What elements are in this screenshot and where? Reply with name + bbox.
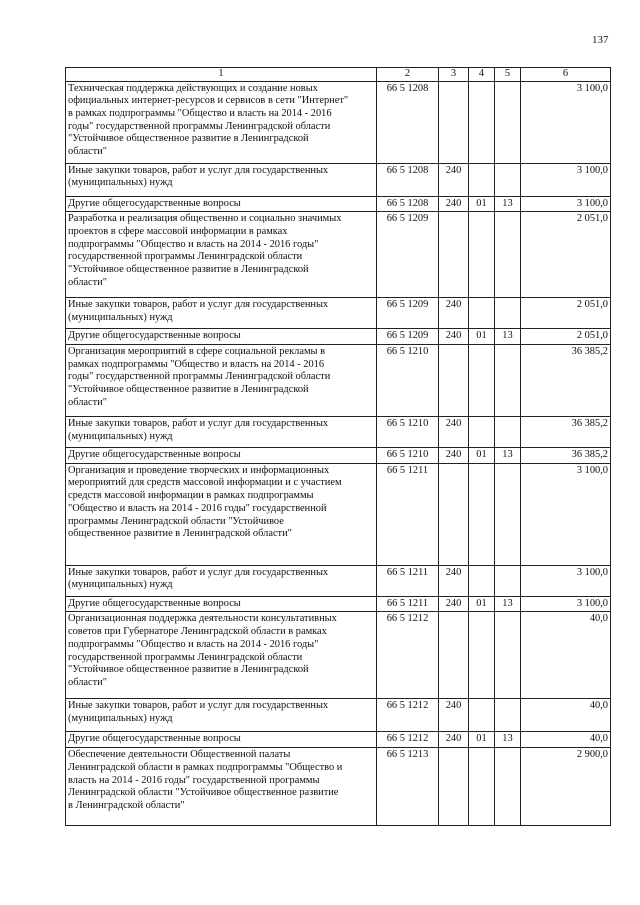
row-name: Организация и проведение творческих и информационных мероприятий для средств массовой информации и с участием средств массовой информации в рамках подпрограммы "Общество и власть на 2014 - 2016 годы" государственной программы Ленинградской области "Устойчивое общественное развитие в Ленинградской области" bbox=[66, 463, 377, 565]
row-sum: 3 100,0 bbox=[521, 565, 611, 596]
row-rz bbox=[469, 463, 495, 565]
row-sum: 3 100,0 bbox=[521, 81, 611, 163]
row-pr: 13 bbox=[495, 596, 521, 612]
header-cell-3: 3 bbox=[439, 68, 469, 82]
row-pr: 13 bbox=[495, 732, 521, 748]
row-code: 66 5 1210 bbox=[377, 417, 439, 448]
row-sum: 3 100,0 bbox=[521, 596, 611, 612]
row-vr bbox=[439, 463, 469, 565]
row-code: 66 5 1208 bbox=[377, 163, 439, 196]
row-pr bbox=[495, 81, 521, 163]
header-cell-2: 2 bbox=[377, 68, 439, 82]
row-name: Другие общегосударственные вопросы bbox=[66, 329, 377, 345]
row-pr: 13 bbox=[495, 196, 521, 212]
table-row bbox=[66, 329, 611, 345]
table-row bbox=[66, 565, 611, 596]
row-vr: 240 bbox=[439, 565, 469, 596]
row-code: 66 5 1212 bbox=[377, 699, 439, 732]
row-sum: 40,0 bbox=[521, 732, 611, 748]
row-rz bbox=[469, 163, 495, 196]
table-row bbox=[66, 345, 611, 417]
row-rz: 01 bbox=[469, 448, 495, 464]
row-sum: 40,0 bbox=[521, 699, 611, 732]
table-row bbox=[66, 298, 611, 329]
row-vr: 240 bbox=[439, 329, 469, 345]
row-sum: 36 385,2 bbox=[521, 448, 611, 464]
row-rz: 01 bbox=[469, 329, 495, 345]
row-pr: 13 bbox=[495, 329, 521, 345]
row-code: 66 5 1213 bbox=[377, 748, 439, 826]
row-sum: 3 100,0 bbox=[521, 463, 611, 565]
row-code: 66 5 1210 bbox=[377, 345, 439, 417]
row-pr bbox=[495, 298, 521, 329]
row-rz bbox=[469, 81, 495, 163]
row-rz: 01 bbox=[469, 196, 495, 212]
row-code: 66 5 1210 bbox=[377, 448, 439, 464]
row-vr: 240 bbox=[439, 196, 469, 212]
row-vr bbox=[439, 345, 469, 417]
row-vr bbox=[439, 212, 469, 298]
table-row bbox=[66, 81, 611, 163]
row-rz bbox=[469, 699, 495, 732]
row-name: Другие общегосударственные вопросы bbox=[66, 732, 377, 748]
row-sum: 2 900,0 bbox=[521, 748, 611, 826]
row-rz bbox=[469, 345, 495, 417]
row-code: 66 5 1211 bbox=[377, 463, 439, 565]
row-name: Другие общегосударственные вопросы bbox=[66, 196, 377, 212]
row-pr bbox=[495, 612, 521, 699]
row-code: 66 5 1208 bbox=[377, 196, 439, 212]
row-vr: 240 bbox=[439, 699, 469, 732]
table-row bbox=[66, 732, 611, 748]
row-pr bbox=[495, 163, 521, 196]
row-rz: 01 bbox=[469, 732, 495, 748]
table-body bbox=[66, 81, 611, 825]
table-row bbox=[66, 196, 611, 212]
row-rz bbox=[469, 417, 495, 448]
row-name: Иные закупки товаров, работ и услуг для государственных (муниципальных) нужд bbox=[66, 417, 377, 448]
row-vr: 240 bbox=[439, 732, 469, 748]
row-code: 66 5 1209 bbox=[377, 298, 439, 329]
row-code: 66 5 1211 bbox=[377, 596, 439, 612]
header-cell-6: 6 bbox=[521, 68, 611, 82]
row-vr bbox=[439, 748, 469, 826]
row-rz bbox=[469, 565, 495, 596]
table-row bbox=[66, 463, 611, 565]
row-pr bbox=[495, 463, 521, 565]
row-code: 66 5 1212 bbox=[377, 732, 439, 748]
table-row bbox=[66, 748, 611, 826]
row-pr bbox=[495, 212, 521, 298]
table-row bbox=[66, 448, 611, 464]
header-cell-5: 5 bbox=[495, 68, 521, 82]
row-code: 66 5 1209 bbox=[377, 212, 439, 298]
row-name: Организационная поддержка деятельности консультативных советов при Губернаторе Ленинградской области в рамках подпрограммы "Общество и власть на 2014 - 2016 годы" государственной программы Ленинградской области "Устойчивое общественное развитие в Ленинградской области" bbox=[66, 612, 377, 699]
row-rz bbox=[469, 612, 495, 699]
table-row bbox=[66, 596, 611, 612]
row-sum: 40,0 bbox=[521, 612, 611, 699]
row-sum: 3 100,0 bbox=[521, 163, 611, 196]
row-vr: 240 bbox=[439, 448, 469, 464]
row-name: Иные закупки товаров, работ и услуг для государственных (муниципальных) нужд bbox=[66, 298, 377, 329]
row-vr: 240 bbox=[439, 298, 469, 329]
row-rz bbox=[469, 298, 495, 329]
row-pr bbox=[495, 699, 521, 732]
row-name: Иные закупки товаров, работ и услуг для государственных (муниципальных) нужд bbox=[66, 699, 377, 732]
row-name: Иные закупки товаров, работ и услуг для государственных (муниципальных) нужд bbox=[66, 565, 377, 596]
row-rz bbox=[469, 748, 495, 826]
table-header bbox=[66, 68, 611, 82]
table-row bbox=[66, 163, 611, 196]
row-vr: 240 bbox=[439, 163, 469, 196]
row-name: Обеспечение деятельности Общественной палаты Ленинградской области в рамках подпрограммы "Общество и власть на 2014 - 2016 годы" государственной программы Ленинградской области "Устойчивое общественное развитие в Ленинградской области" bbox=[66, 748, 377, 826]
row-sum: 36 385,2 bbox=[521, 417, 611, 448]
row-code: 66 5 1211 bbox=[377, 565, 439, 596]
row-pr bbox=[495, 417, 521, 448]
row-rz bbox=[469, 212, 495, 298]
row-sum: 2 051,0 bbox=[521, 212, 611, 298]
row-rz: 01 bbox=[469, 596, 495, 612]
row-pr: 13 bbox=[495, 448, 521, 464]
row-sum: 3 100,0 bbox=[521, 196, 611, 212]
page-number: 137 bbox=[592, 34, 609, 46]
row-code: 66 5 1209 bbox=[377, 329, 439, 345]
table-row bbox=[66, 612, 611, 699]
table-row bbox=[66, 212, 611, 298]
row-pr bbox=[495, 565, 521, 596]
row-sum: 2 051,0 bbox=[521, 298, 611, 329]
row-sum: 2 051,0 bbox=[521, 329, 611, 345]
table-row bbox=[66, 417, 611, 448]
row-name: Другие общегосударственные вопросы bbox=[66, 448, 377, 464]
row-code: 66 5 1212 bbox=[377, 612, 439, 699]
row-pr bbox=[495, 345, 521, 417]
row-code: 66 5 1208 bbox=[377, 81, 439, 163]
header-cell-1: 1 bbox=[66, 68, 377, 82]
row-sum: 36 385,2 bbox=[521, 345, 611, 417]
row-vr bbox=[439, 81, 469, 163]
row-name: Техническая поддержка действующих и создание новых официальных интернет-ресурсов и сервисов в сети "Интернет" в рамках подпрограммы "Общество и власть на 2014 - 2016 годы" государственной программы Ленинградской области "Устойчивое общественное развитие в Ленинградской области" bbox=[66, 81, 377, 163]
row-name: Разработка и реализация общественно и социально значимых проектов в сфере массовой информации в рамках подпрограммы "Общество и власть на 2014 - 2016 годы" государственной программы Ленинградской области "Устойчивое общественное развитие в Ленинградской области" bbox=[66, 212, 377, 298]
row-pr bbox=[495, 748, 521, 826]
budget-table bbox=[65, 67, 611, 826]
row-name: Иные закупки товаров, работ и услуг для государственных (муниципальных) нужд bbox=[66, 163, 377, 196]
row-name: Другие общегосударственные вопросы bbox=[66, 596, 377, 612]
header-cell-4: 4 bbox=[469, 68, 495, 82]
row-vr: 240 bbox=[439, 596, 469, 612]
row-vr: 240 bbox=[439, 417, 469, 448]
row-vr bbox=[439, 612, 469, 699]
row-name: Организация мероприятий в сфере социальной рекламы в рамках подпрограммы "Общество и власть на 2014 - 2016 годы" государственной программы Ленинградской области "Устойчивое общественное развитие в Ленинградской области" bbox=[66, 345, 377, 417]
table-row bbox=[66, 699, 611, 732]
